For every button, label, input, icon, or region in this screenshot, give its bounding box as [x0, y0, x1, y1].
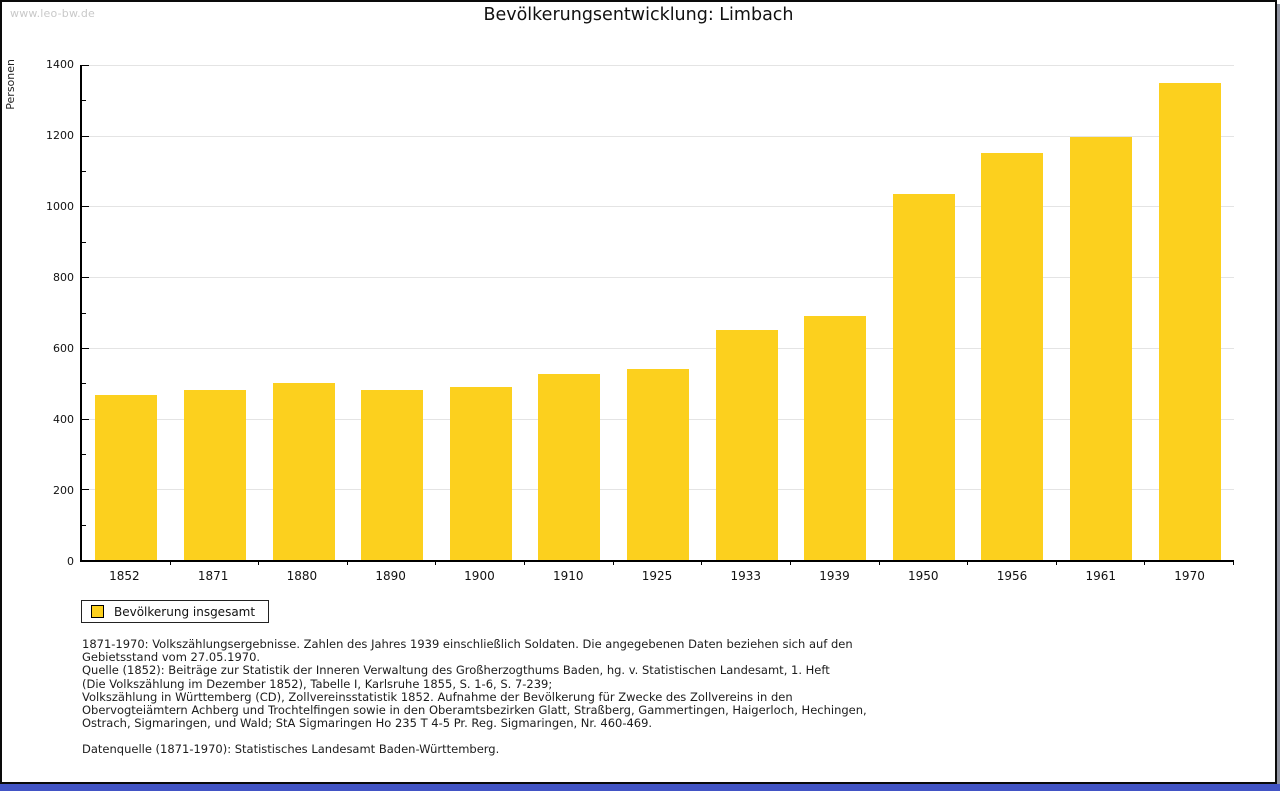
bar-cell	[525, 65, 614, 560]
bar-cell	[259, 65, 348, 560]
bar-1852	[95, 395, 157, 560]
y-tick	[82, 136, 89, 137]
bar-1970	[1159, 83, 1221, 560]
bar-cell	[1057, 65, 1146, 560]
bar-cell	[879, 65, 968, 560]
y-tick-label: 1400	[46, 58, 74, 71]
x-tick	[347, 560, 348, 565]
footnote-line: (Die Volkszählung im Dezember 1852), Tabelle I, Karlsruhe 1855, S. 1-6, S. 7-239;	[82, 676, 553, 691]
y-tick-label: 0	[67, 555, 74, 568]
y-tick-label: 400	[53, 413, 74, 426]
x-label-1950: 1950	[908, 569, 939, 583]
x-label-1890: 1890	[375, 569, 406, 583]
y-tick	[82, 242, 86, 243]
bar-1900	[450, 387, 512, 560]
x-tick	[170, 560, 171, 565]
bar-cell	[791, 65, 880, 560]
plot-area	[80, 65, 1234, 562]
bar-cell	[702, 65, 791, 560]
y-tick-label: 1200	[46, 129, 74, 142]
y-tick-label: 1000	[46, 200, 74, 213]
bar-1871	[184, 390, 246, 560]
y-tick	[82, 313, 86, 314]
y-tick	[82, 489, 89, 490]
x-label-1880: 1880	[286, 569, 318, 583]
y-tick	[82, 348, 89, 349]
x-tick	[967, 560, 968, 565]
x-label-1910: 1910	[552, 569, 584, 583]
bar-1950	[893, 194, 955, 560]
y-axis-labels	[2, 58, 74, 568]
y-tick	[82, 419, 89, 420]
bar-1933	[716, 330, 778, 560]
bar-cell	[171, 65, 260, 560]
legend-color-swatch-icon	[91, 605, 104, 618]
y-tick-label: 200	[53, 484, 74, 497]
bar-1956	[981, 153, 1043, 560]
y-tick	[82, 454, 86, 455]
y-tick	[82, 206, 89, 207]
bottom-strip	[0, 784, 1280, 791]
x-tick	[1144, 560, 1145, 565]
x-label-1961: 1961	[1085, 569, 1117, 583]
bar-cell	[1145, 65, 1234, 560]
x-tick	[790, 560, 791, 565]
legend-label: Bevölkerung insgesamt	[114, 604, 256, 619]
x-tick	[435, 560, 436, 565]
x-tick	[879, 560, 880, 565]
bar-1880	[273, 383, 335, 560]
footnote-line: Gebietsstand vom 27.05.1970.	[82, 650, 261, 665]
x-label-1925: 1925	[641, 569, 673, 583]
footnotes	[82, 638, 867, 757]
y-tick-label: 800	[53, 271, 74, 284]
x-label-1852: 1852	[109, 569, 140, 583]
datasource-line: Datenquelle (1871-1970): Statistisches Landesamt Baden-Württemberg.	[82, 742, 500, 757]
y-tick-label: 600	[53, 342, 74, 355]
footnote-line: Obervogteiämtern Achberg und Trochtelfingen sowie in den Oberamtsbezirken Glatt, Straßberg, Gammertingen, Haigerloch, Hechingen,	[82, 703, 867, 718]
chart-title: Bevölkerungsentwicklung: Limbach	[483, 5, 794, 25]
x-axis-labels	[80, 569, 1234, 583]
bar-cell	[968, 65, 1057, 560]
x-tick	[701, 560, 702, 565]
footnote-line: Ostrach, Sigmaringen, und Wald; StA Sigmaringen Ho 235 T 4-5 Pr. Reg. Sigmaringen, Nr. 460-469.	[82, 716, 653, 731]
y-tick	[82, 277, 89, 278]
x-tick	[613, 560, 614, 565]
bar-cell	[348, 65, 437, 560]
watermark: www.leo-bw.de	[10, 7, 96, 20]
footnote-line: Quelle (1852): Beiträge zur Statistik der Inneren Verwaltung des Großherzogthums Baden, hg. v. Statistischen Landesamt, 1. Heft	[82, 663, 830, 678]
footnote-line: Volkszählung in Württemberg (CD), Zollvereinsstatistik 1852. Aufnahme der Bevölkerung für Zwecke des Zollvereins in den	[82, 689, 793, 704]
bar-1890	[361, 390, 423, 560]
x-label-1939: 1939	[819, 569, 850, 583]
bar-1910	[538, 374, 600, 560]
bar-cell	[436, 65, 525, 560]
y-axis-title: Personen	[4, 59, 17, 110]
y-tick	[82, 525, 86, 526]
y-tick	[82, 383, 86, 384]
x-label-1970: 1970	[1174, 569, 1205, 583]
x-label-1900: 1900	[464, 569, 495, 583]
y-tick	[82, 171, 86, 172]
footnote-lines	[82, 638, 867, 730]
x-label-1871: 1871	[197, 569, 229, 583]
bar-1939	[804, 316, 866, 560]
bars-row	[82, 65, 1234, 560]
x-label-1956: 1956	[996, 569, 1028, 583]
bar-cell	[614, 65, 703, 560]
y-tick	[82, 100, 86, 101]
x-tick	[1233, 560, 1234, 565]
footnote-line: 1871-1970: Volkszählungsergebnisse. Zahlen des Jahres 1939 einschließlich Soldaten. Die angegebenen Daten beziehen sich auf den	[82, 637, 853, 651]
y-tick	[82, 65, 89, 66]
bar-1961	[1070, 137, 1132, 560]
x-label-1933: 1933	[730, 569, 762, 583]
x-tick	[258, 560, 259, 565]
x-tick	[524, 560, 525, 565]
bar-cell	[82, 65, 171, 560]
legend	[81, 600, 269, 623]
x-tick	[1056, 560, 1057, 565]
bar-1925	[627, 369, 689, 560]
